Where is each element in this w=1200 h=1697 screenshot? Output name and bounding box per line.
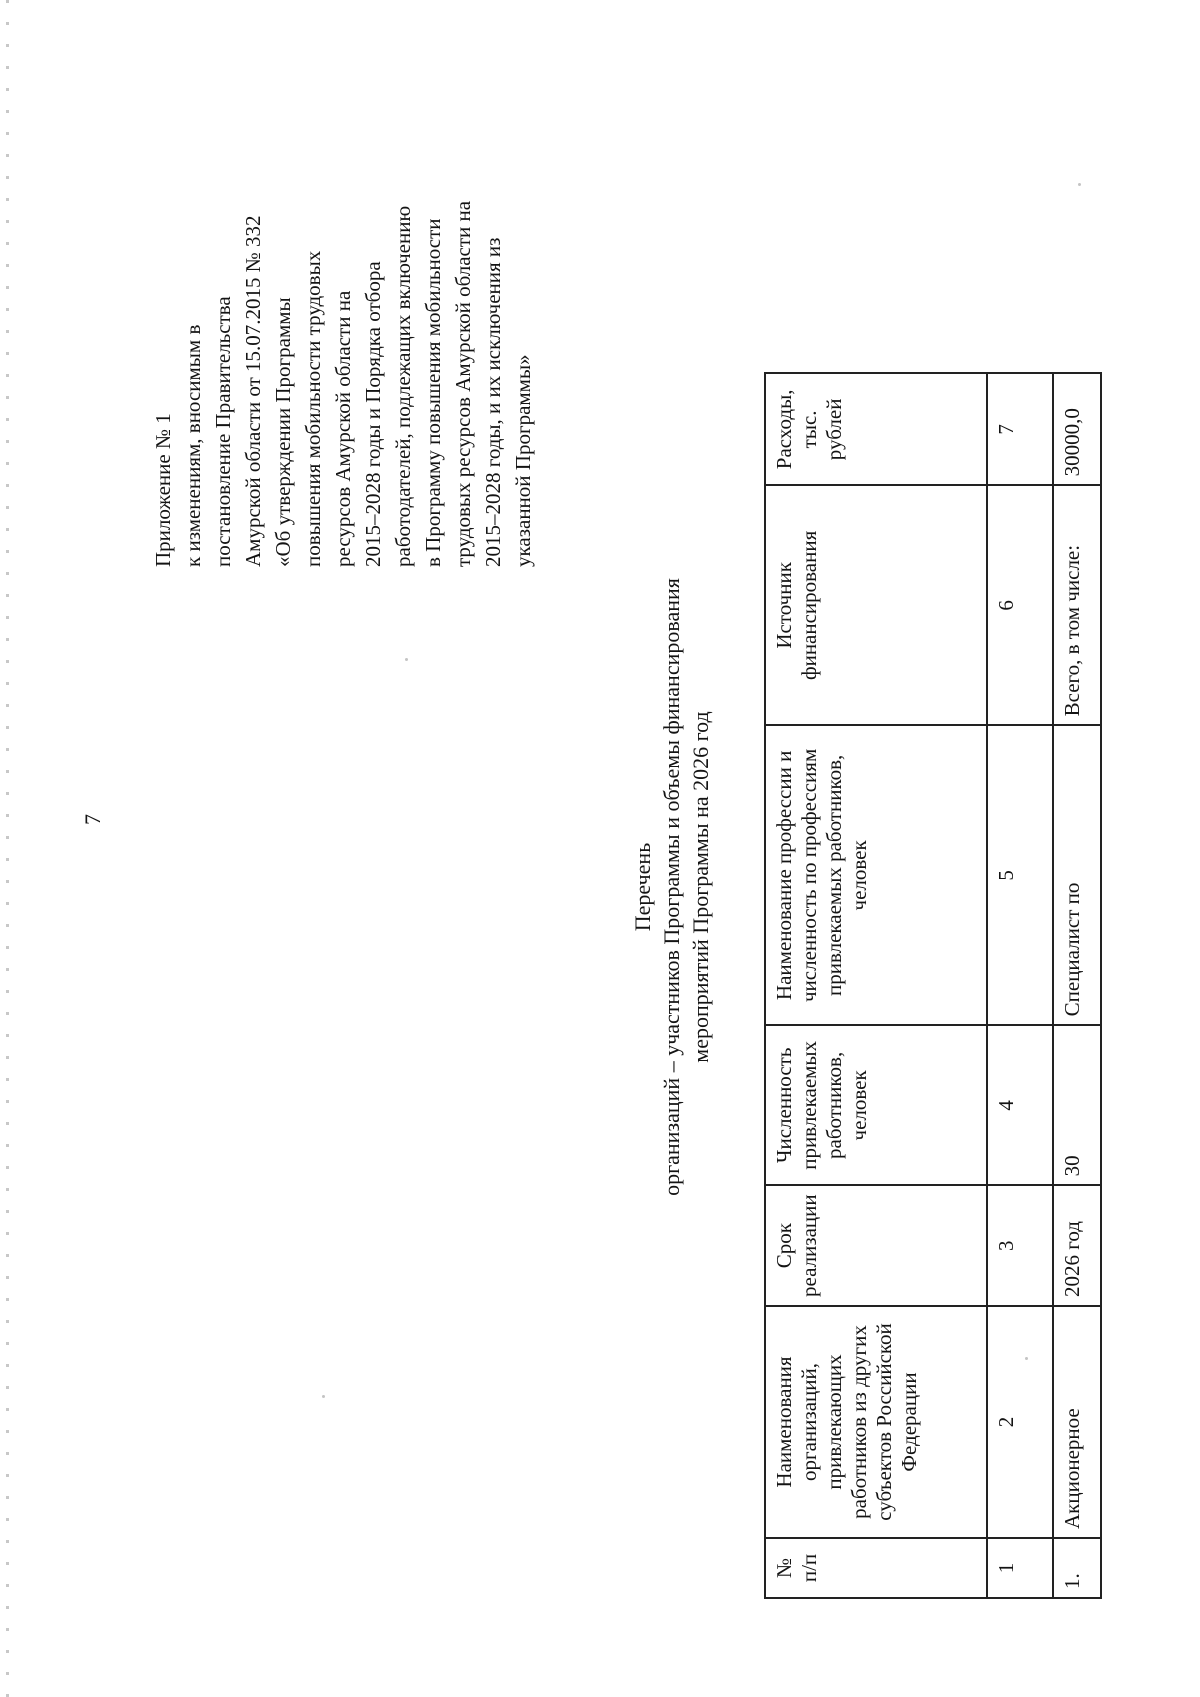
appendix-line: трудовых ресурсов Амурской области на bbox=[451, 200, 475, 567]
heading-subtitle-line: мероприятий Программы на 2026 год bbox=[688, 711, 713, 1063]
column-number: 3 bbox=[987, 1185, 1053, 1306]
header-cell-organizations: Наименования организаций, привлекающих работников из других субъектов Российской Федерации bbox=[765, 1306, 987, 1538]
cell-number: 1. bbox=[1053, 1538, 1101, 1598]
column-number: 4 bbox=[987, 1025, 1053, 1185]
document-heading bbox=[628, 437, 715, 1337]
header-cell-worker-count: Численность привлекаемых работников, человек bbox=[765, 1025, 987, 1185]
header-cell-expenses: Расходы, тыс. рублей bbox=[765, 373, 987, 485]
appendix-line: указанной Программы» bbox=[511, 354, 535, 567]
cell-expenses: 30000,0 bbox=[1053, 373, 1101, 485]
heading-subtitle-line: организаций – участников Программы и объемы финансирования bbox=[659, 578, 684, 1196]
appendix-line: Амурской области от 15.07.2015 № 332 bbox=[241, 215, 265, 567]
appendix-line: «Об утверждении Программы bbox=[271, 297, 295, 567]
cell-term: 2026 год bbox=[1053, 1185, 1101, 1306]
column-number: 2 bbox=[987, 1306, 1053, 1538]
table-header-row bbox=[765, 373, 987, 1598]
appendix-line: повышения мобильности трудовых bbox=[301, 250, 325, 567]
column-number-row bbox=[987, 373, 1053, 1598]
column-number: 1 bbox=[987, 1538, 1053, 1598]
appendix-line: Приложение № 1 bbox=[151, 413, 175, 567]
appendix-line: 2015–2028 годы и Порядка отбора bbox=[361, 261, 385, 567]
page-number: 7 bbox=[80, 814, 105, 825]
appendix-line: к изменениям, вносимым в bbox=[181, 324, 205, 567]
appendix-line: 2015–2028 годы, и их исключения из bbox=[481, 237, 505, 567]
header-cell-term: Срок реализации bbox=[765, 1185, 987, 1306]
column-number: 7 bbox=[987, 373, 1053, 485]
cell-organization: Акционерное bbox=[1053, 1306, 1101, 1538]
column-number: 5 bbox=[987, 725, 1053, 1025]
cell-worker-count: 30 bbox=[1053, 1025, 1101, 1185]
table-row bbox=[1053, 373, 1101, 1598]
cell-funding-source: Всего, в том числе: bbox=[1053, 485, 1101, 725]
header-cell-number: № п/п bbox=[765, 1538, 987, 1598]
appendix-line: постановление Правительства bbox=[211, 296, 235, 567]
column-number: 6 bbox=[987, 485, 1053, 725]
appendix-note bbox=[148, 47, 538, 567]
participants-table bbox=[764, 372, 1102, 1599]
cell-profession: Специалист по bbox=[1053, 725, 1101, 1025]
heading-title: Перечень bbox=[630, 842, 655, 932]
appendix-line: ресурсов Амурской области на bbox=[331, 290, 355, 567]
appendix-line: в Программу повышения мобильности bbox=[421, 218, 445, 567]
header-cell-funding-source: Источник финансирования bbox=[765, 485, 987, 725]
appendix-line: работодателей, подлежащих включению bbox=[391, 205, 415, 567]
header-cell-professions: Наименование профессии и численность по профессиям привлекаемых работников, человек bbox=[765, 725, 987, 1025]
